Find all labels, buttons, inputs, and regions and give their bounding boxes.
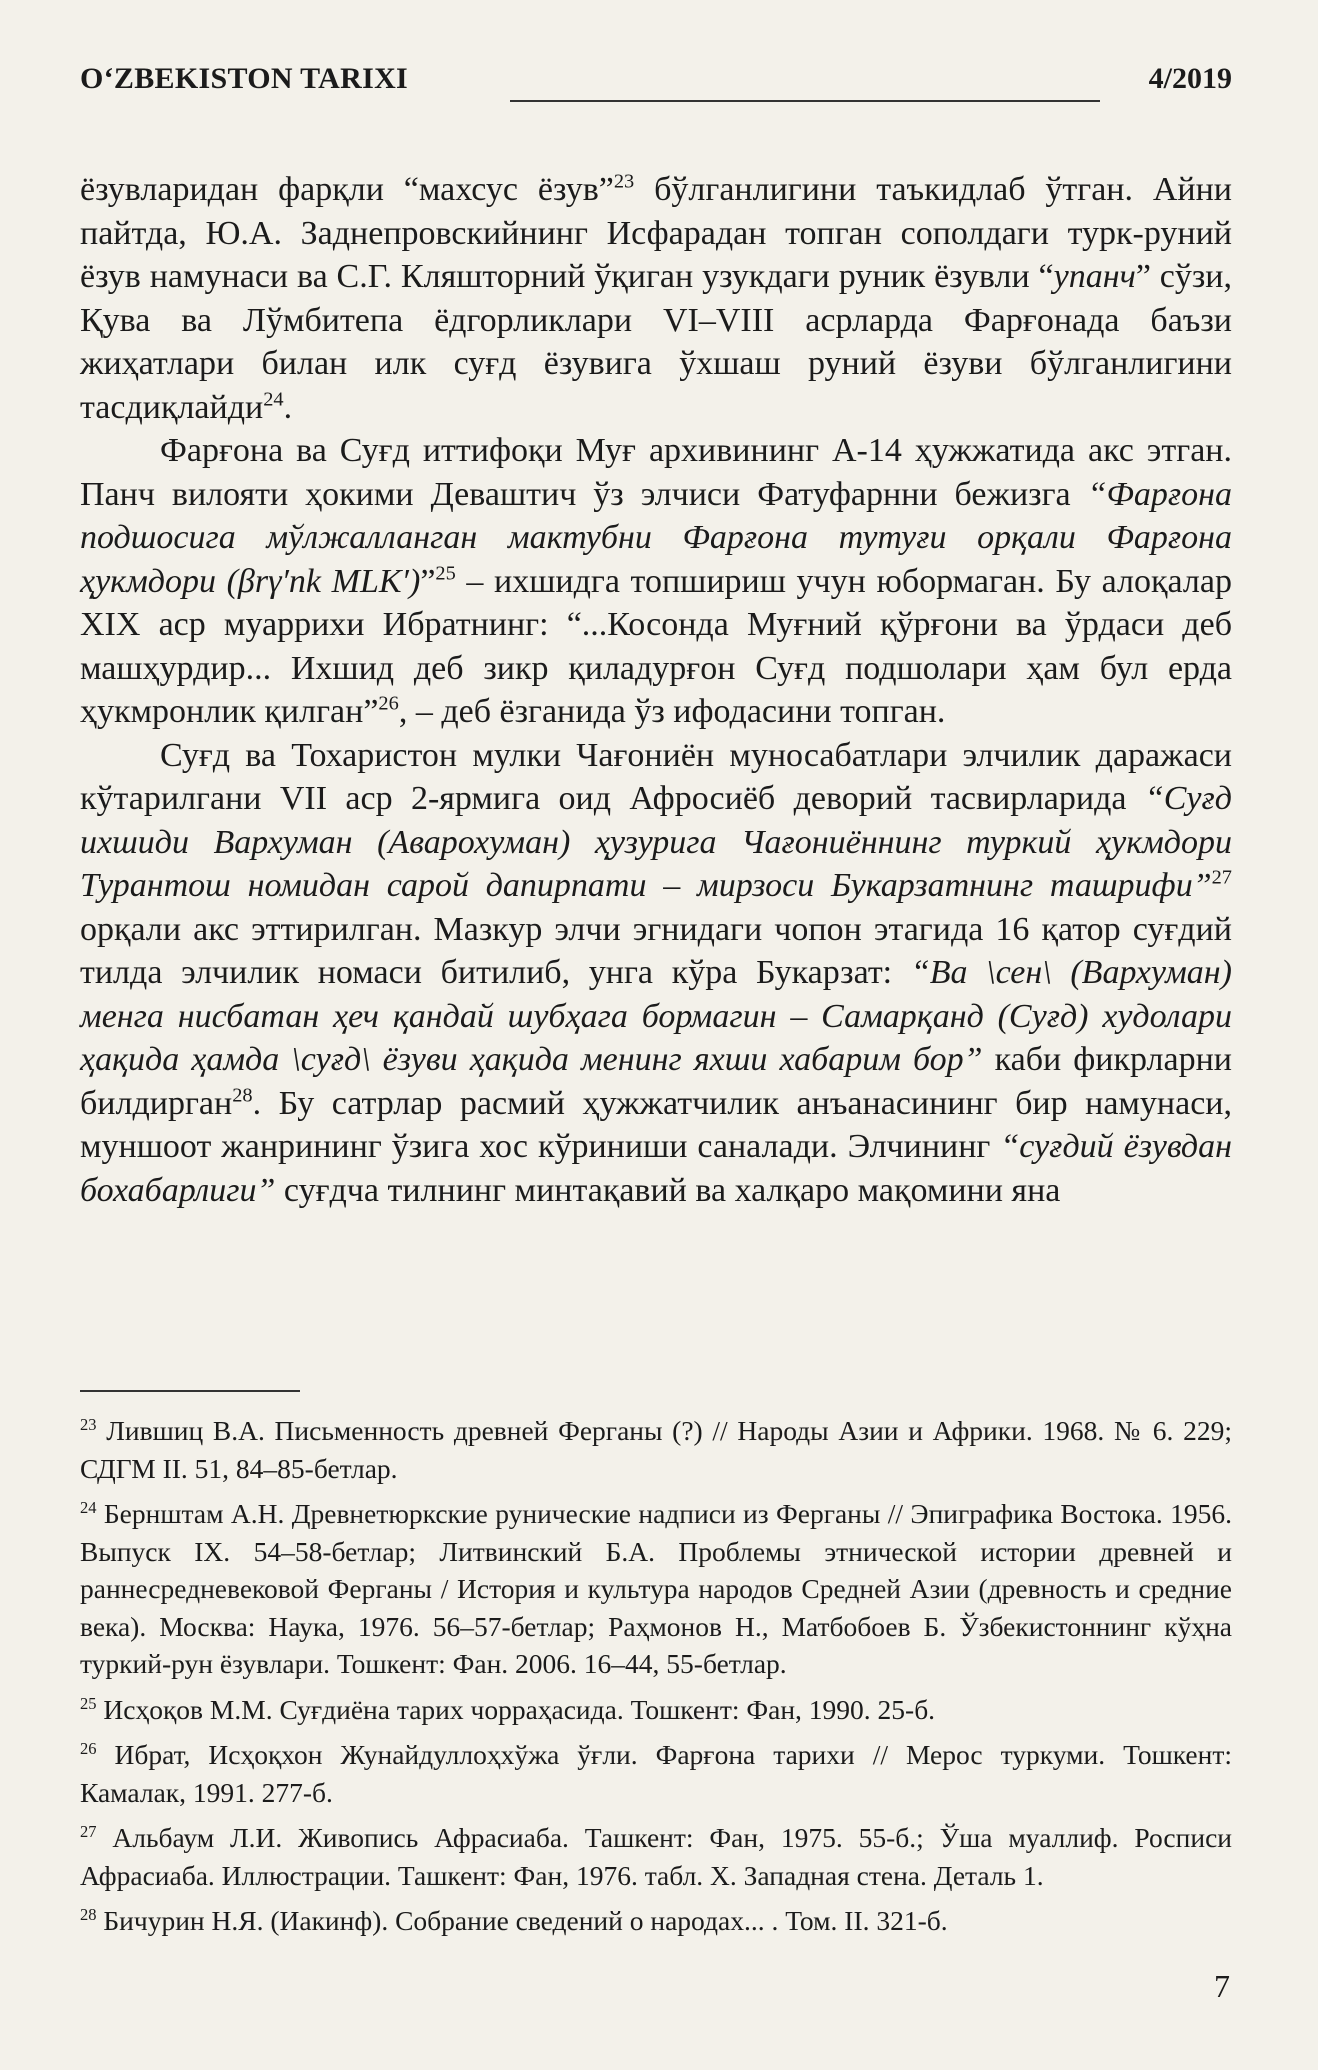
footnote-23: $^{23}$ Лившиц В.А. Письменность древней Ферганы (?) // Народы Азии и Африки. 1968. № 6. 229; СДГМ II. 51, 84–85-бетлар.	[80, 1414, 1232, 1484]
paragraph-3: Суғд ва Тохаристон мулки Чағониён муносабатлари элчилик даражаси кўтарилгани VII аср 2-ярмига оид Афросиёб деворий тасвирларида “Суғд ихшиди Вархуман (Аварохуман) ҳузурига Чағониённинг туркий ҳукмдори Турантош номидан сарой дапирпати – мирзоси Букарзатнинг ташрифи”$^{27}$ орқали акс эттирилган. Мазкур элчи эгнидаги чопон этагида 16 қатор суғдий тилда элчилик номаси битилиб, унга кўра Букарзат: “Ва \сен\ (Вархуман) менга нисбатан ҳеч қандай шубҳага бормагин – Самарқанд (Суғд) худолари ҳақида ҳамда \суғд\ ёзуви ҳақида менинг яхши хабарим бор” каби фикрларни билдирган$^{28}$. Бу сатрлар расмий ҳужжатчилик анъанасининг бир намунаси, муншоот жанрининг ўзига хос кўриниши саналади. Элчининг “суғдий ёзувдан бохабарлиги” суғдча тилнинг минтақавий ва халқаро мақомини яна	[80, 736, 1232, 1209]
footnote-ref-24: 24	[263, 388, 284, 411]
paragraph-1: ёзувларидан фарқли “махсус ёзув”$^{23}$ бўлганлигини таъкидлаб ўтган. Айни пайтда, Ю.А. Заднепровскийнинг Исфарадан топган сополдаги турк-руний ёзув намунаси ва С.Г. Кляшторний ўқиган узукдаги руник ёзувли “упанч” сўзи, Қува ва Лўмбитепа ёдгорликлари VI–VIII асрларда Фарғонада баъзи жиҳатлари билан илк суғд ёзувига ўхшаш руний ёзуви бўлганлигини тасдиқлайди$^{24}$.	[80, 170, 1232, 426]
footnote-25: $^{25}$ Исҳоқов М.М. Суғдиёна тарих чорраҳасида. Тошкент: Фан, 1990. 25-б.	[80, 1693, 936, 1725]
footnote-26: $^{26}$ Ибрат, Исҳоқхон Жунайдуллоҳхўжа ўғли. Фарғона тарихи // Мерос туркуми. Тошкент: Камалак, 1991. 277-б.	[80, 1738, 1233, 1808]
header-rule	[510, 100, 1100, 102]
footnote-ref-26: 26	[378, 692, 399, 715]
footnote-ref-23: 23	[613, 170, 635, 193]
running-header	[80, 62, 1232, 110]
journal-title: O‘ZBEKISTON TARIXI	[80, 62, 409, 95]
issue-number: 4/2019	[1148, 62, 1232, 95]
paragraph-2: Фарғона ва Суғд иттифоқи Муғ архивининг А-14 ҳужжатида акс этган. Панч вилояти ҳокими Деваштич ўз элчиси Фатуфарнни бежизга “Фарғона подшосига мўлжалланган мактубни Фарғона тутуғи орқали Фарғона ҳукмдори (βrγ′nk MLK′)”$^{25}$ – ихшидга топшириш учун юбормаган. Бу алоқалар XIX аср муаррихи Ибратнинг: “...Косонда Муғний қўрғони ва ўрдаси деб машҳурдир... Ихшид деб зикр қиладурғон Суғд подшолари ҳам бул ерда ҳукмронлик қилган”$^{26}$, – деб ёзганида ўз ифодасини топган.	[80, 432, 1232, 730]
footnote-27: $^{27}$ Альбаум Л.И. Живопись Афрасиаба. Ташкент: Фан, 1975. 55-б.; Ўша муаллиф. Росписи Афрасиаба. Иллюстрации. Ташкент: Фан, 1976. табл. X. Западная стена. Деталь 1.	[80, 1821, 1232, 1891]
footnote-24: $^{24}$ Бернштам А.Н. Древнетюркские рунические надписи из Ферганы // Эпиграфика Востока. 1956. Выпуск IX. 54–58-бетлар; Литвинский Б.А. Проблемы этнической истории древней и раннесредневековой Ферганы / История и культура народов Средней Азии (древность и средние века). Москва: Наука, 1976. 56–57-бетлар; Раҳмонов Н., Матбобоев Б. Ўзбекистоннинг кўҳна туркий-рун ёзувлари. Тошкент: Фан. 2006. 16–44, 55-бетлар.	[80, 1497, 1232, 1679]
footnote-ref-28: 28	[232, 1084, 253, 1107]
footnote-28: $^{28}$ Бичурин Н.Я. (Иакинф). Собрание сведений о народах... . Том. II. 321-б.	[80, 1904, 948, 1936]
footnotes	[80, 1412, 1232, 1948]
page-number: 7	[1214, 1968, 1230, 2004]
main-text	[80, 168, 1232, 1212]
footnote-ref-25: 25	[435, 562, 456, 585]
footnote-ref-27: 27	[1211, 866, 1232, 889]
footnote-separator	[80, 1390, 300, 1392]
